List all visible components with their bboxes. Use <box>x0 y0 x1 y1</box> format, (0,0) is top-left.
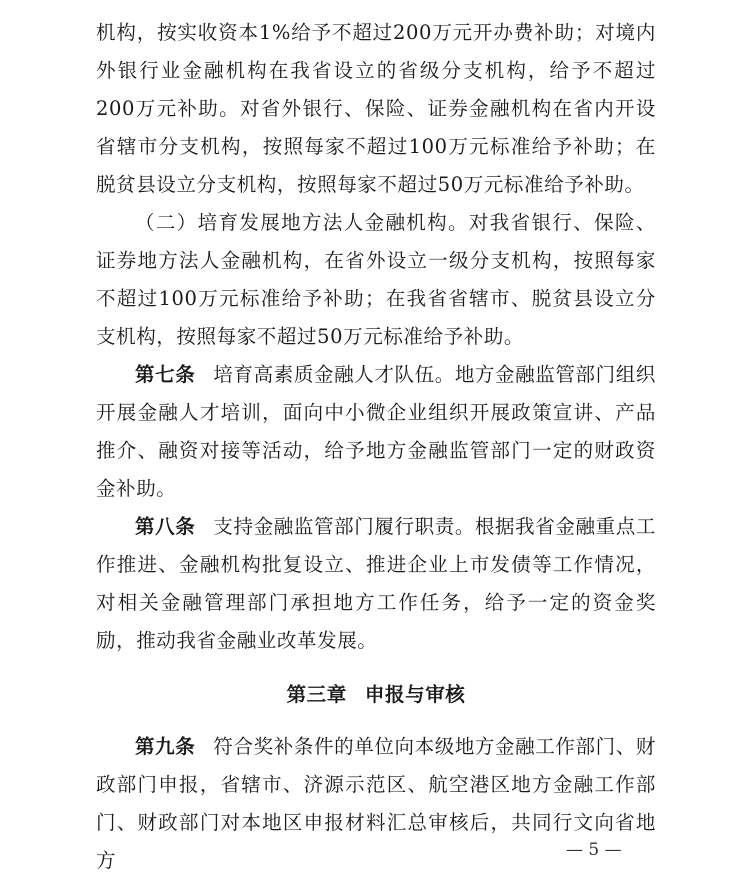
article-8 <box>96 508 656 660</box>
chapter-number: 第三章 <box>286 683 347 706</box>
article-7 <box>96 356 656 508</box>
paragraph-item-2: （二）培育发展地方法人金融机构。对我省银行、保险、证券地方法人金融机构，在省外设立一级分支机构，按照每家不超过100万元标准给予补助；在我省省辖市、脱贫县设立分支机构，按照每家不超过50万元标准给予补助。 <box>96 211 656 348</box>
article-7-text: 培育高素质金融人才队伍。地方金融监管部门组织开展金融人才培训，面向中小微企业组织开展政策宣讲、产品推介、融资对接等活动，给予地方金融监管部门一定的财政资金补助。 <box>96 363 656 500</box>
article-8-heading: 第八条 <box>135 515 196 538</box>
chapter-title: 申报与审核 <box>364 683 466 706</box>
article-9-text: 符合奖补条件的单位向本级地方金融工作部门、财政部门申报，省辖市、济源示范区、航空港区地方金融工作部门、财政部门对本地区申报材料汇总审核后，共同行文向省地方 <box>96 735 656 872</box>
chapter-heading <box>96 676 656 714</box>
article-7-heading: 第七条 <box>135 363 196 386</box>
article-8-text: 支持金融监管部门履行职责。根据我省金融重点工作推进、金融机构批复设立、推进企业上市发债等工作情况，对相关金融管理部门承担地方工作任务，给予一定的资金奖励，推动我省金融业改革发展。 <box>96 515 656 652</box>
article-9-heading: 第九条 <box>135 735 196 758</box>
page-number: — 5 — <box>566 840 622 860</box>
document-body <box>96 14 656 880</box>
paragraph-continued: 机构，按实收资本1%给予不超过200万元开办费补助；对境内外银行业金融机构在我省设立的省级分支机构，给予不超过200万元补助。对省外银行、保险、证券金融机构在省内开设省辖市分支机构，按照每家不超过100万元标准给予补助；在脱贫县设立分支机构，按照每家不超过50万元标准给予补助。 <box>96 21 656 196</box>
